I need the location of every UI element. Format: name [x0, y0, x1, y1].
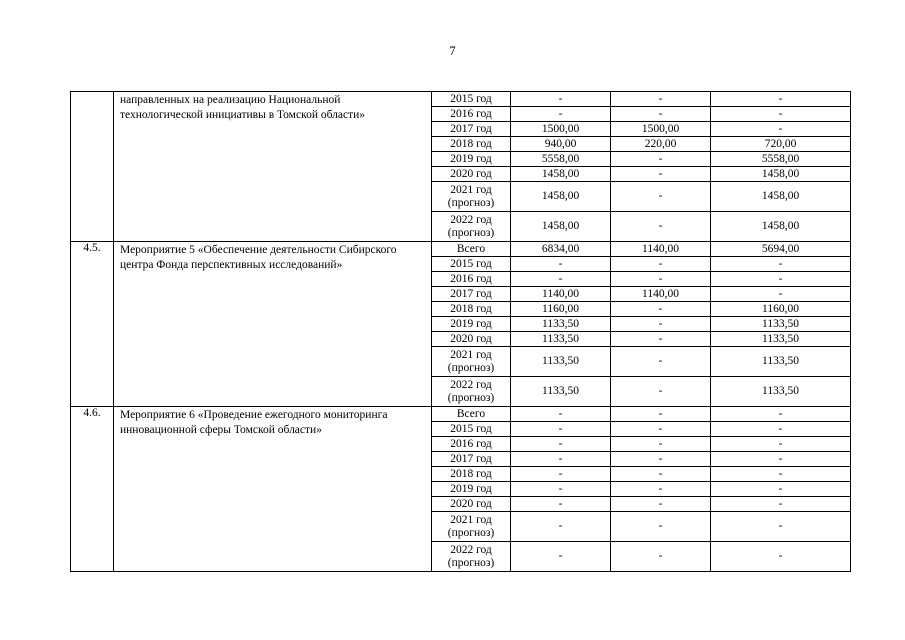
value-cell-federal: -	[611, 437, 711, 452]
value-cell-regional: -	[711, 452, 851, 467]
value-cell-total: -	[511, 437, 611, 452]
value-cell-total: 5558,00	[511, 152, 611, 167]
value-cell-federal: -	[611, 257, 711, 272]
value-cell-federal: -	[611, 107, 711, 122]
value-cell-federal: -	[611, 152, 711, 167]
value-cell-total: -	[511, 407, 611, 422]
year-cell: 2022 год (прогноз)	[432, 212, 511, 242]
year-cell: Всего	[432, 242, 511, 257]
year-cell: 2021 год (прогноз)	[432, 182, 511, 212]
year-cell: 2018 год	[432, 467, 511, 482]
year-cell: 2019 год	[432, 482, 511, 497]
value-cell-total: -	[511, 272, 611, 287]
value-cell-federal: 1140,00	[611, 287, 711, 302]
value-cell-regional: 1133,50	[711, 332, 851, 347]
funding-table	[70, 91, 851, 572]
year-cell: 2019 год	[432, 317, 511, 332]
year-cell: 2015 год	[432, 422, 511, 437]
value-cell-total: 1140,00	[511, 287, 611, 302]
value-cell-regional: -	[711, 467, 851, 482]
value-cell-total: 6834,00	[511, 242, 611, 257]
value-cell-regional: -	[711, 542, 851, 572]
value-cell-total: -	[511, 107, 611, 122]
year-cell: 2020 год	[432, 332, 511, 347]
value-cell-federal: -	[611, 302, 711, 317]
value-cell-total: -	[511, 467, 611, 482]
year-cell: 2016 год	[432, 437, 511, 452]
value-cell-total: 1458,00	[511, 182, 611, 212]
page-number: 7	[449, 44, 456, 58]
value-cell-regional: -	[711, 437, 851, 452]
value-cell-federal: -	[611, 377, 711, 407]
value-cell-federal: -	[611, 422, 711, 437]
value-cell-regional: 1133,50	[711, 317, 851, 332]
value-cell-regional: -	[711, 287, 851, 302]
value-cell-federal: 1500,00	[611, 122, 711, 137]
value-cell-regional: 5558,00	[711, 152, 851, 167]
value-cell-total: -	[511, 257, 611, 272]
value-cell-total: 1133,50	[511, 347, 611, 377]
item-number	[71, 92, 114, 242]
value-cell-regional: -	[711, 422, 851, 437]
funding-table-body	[71, 92, 851, 572]
year-cell: 2020 год	[432, 167, 511, 182]
value-cell-total: 1133,50	[511, 332, 611, 347]
value-cell-federal: -	[611, 497, 711, 512]
value-cell-federal: -	[611, 182, 711, 212]
year-cell: 2017 год	[432, 452, 511, 467]
value-cell-total: 1133,50	[511, 377, 611, 407]
value-cell-federal: -	[611, 347, 711, 377]
item-number: 4.6.	[71, 407, 114, 572]
value-cell-total: -	[511, 92, 611, 107]
table-row	[71, 242, 851, 257]
value-cell-regional: -	[711, 512, 851, 542]
value-cell-federal: -	[611, 467, 711, 482]
value-cell-regional: 5694,00	[711, 242, 851, 257]
value-cell-total: 1500,00	[511, 122, 611, 137]
value-cell-regional: -	[711, 107, 851, 122]
value-cell-total: 1458,00	[511, 167, 611, 182]
year-cell: 2022 год (прогноз)	[432, 377, 511, 407]
value-cell-federal: -	[611, 167, 711, 182]
year-cell: Всего	[432, 407, 511, 422]
value-cell-regional: 1160,00	[711, 302, 851, 317]
value-cell-federal: -	[611, 482, 711, 497]
value-cell-federal: 1140,00	[611, 242, 711, 257]
value-cell-total: -	[511, 497, 611, 512]
value-cell-federal: -	[611, 272, 711, 287]
value-cell-federal: -	[611, 407, 711, 422]
item-name: Мероприятие 5 «Обеспечение деятельности Сибирского центра Фонда перспективных исследований»	[114, 242, 432, 407]
value-cell-federal: -	[611, 512, 711, 542]
value-cell-regional: 1458,00	[711, 212, 851, 242]
value-cell-regional: 1133,50	[711, 347, 851, 377]
year-cell: 2016 год	[432, 107, 511, 122]
item-name: направленных на реализацию Национальной технологической инициативы в Томской области»	[114, 92, 432, 242]
year-cell: 2017 год	[432, 122, 511, 137]
value-cell-regional: -	[711, 497, 851, 512]
year-cell: 2018 год	[432, 137, 511, 152]
value-cell-federal: -	[611, 452, 711, 467]
value-cell-total: 1133,50	[511, 317, 611, 332]
value-cell-federal: -	[611, 542, 711, 572]
table-row	[71, 92, 851, 107]
year-cell: 2019 год	[432, 152, 511, 167]
year-cell: 2021 год (прогноз)	[432, 512, 511, 542]
value-cell-federal: -	[611, 332, 711, 347]
value-cell-total: -	[511, 542, 611, 572]
value-cell-regional: 1458,00	[711, 167, 851, 182]
table-row	[71, 407, 851, 422]
value-cell-federal: 220,00	[611, 137, 711, 152]
year-cell: 2022 год (прогноз)	[432, 542, 511, 572]
item-number: 4.5.	[71, 242, 114, 407]
year-cell: 2015 год	[432, 257, 511, 272]
value-cell-regional: -	[711, 92, 851, 107]
value-cell-regional: -	[711, 257, 851, 272]
year-cell: 2015 год	[432, 92, 511, 107]
value-cell-regional: 1458,00	[711, 182, 851, 212]
value-cell-regional: 1133,50	[711, 377, 851, 407]
value-cell-federal: -	[611, 212, 711, 242]
year-cell: 2021 год (прогноз)	[432, 347, 511, 377]
value-cell-total: 1160,00	[511, 302, 611, 317]
year-cell: 2017 год	[432, 287, 511, 302]
value-cell-total: 1458,00	[511, 212, 611, 242]
year-cell: 2016 год	[432, 272, 511, 287]
value-cell-total: 940,00	[511, 137, 611, 152]
value-cell-total: -	[511, 452, 611, 467]
value-cell-regional: -	[711, 482, 851, 497]
value-cell-regional: 720,00	[711, 137, 851, 152]
value-cell-total: -	[511, 422, 611, 437]
item-name: Мероприятие 6 «Проведение ежегодного мониторинга инновационной сферы Томской области»	[114, 407, 432, 572]
year-cell: 2018 год	[432, 302, 511, 317]
value-cell-regional: -	[711, 407, 851, 422]
value-cell-federal: -	[611, 92, 711, 107]
year-cell: 2020 год	[432, 497, 511, 512]
value-cell-regional: -	[711, 122, 851, 137]
value-cell-federal: -	[611, 317, 711, 332]
value-cell-total: -	[511, 482, 611, 497]
value-cell-regional: -	[711, 272, 851, 287]
value-cell-total: -	[511, 512, 611, 542]
